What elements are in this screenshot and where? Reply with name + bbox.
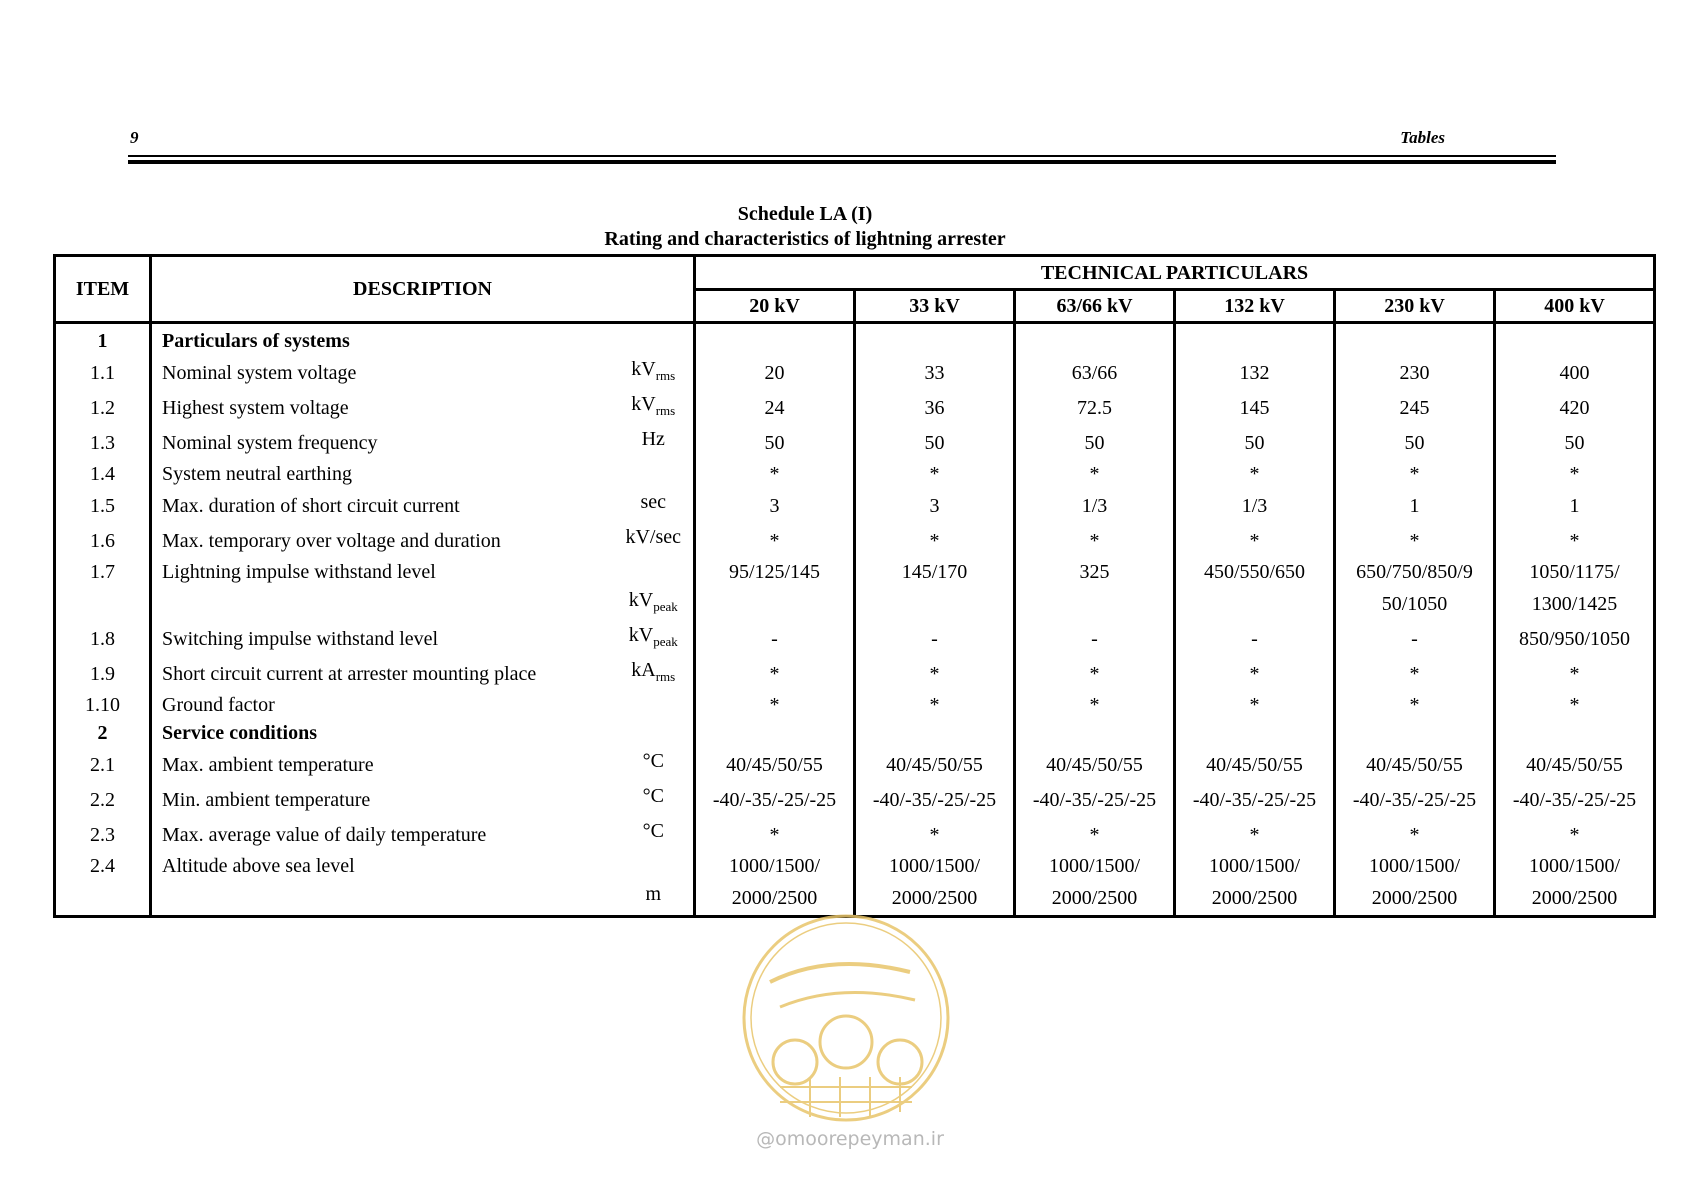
value-cell: 50/1050 <box>1335 586 1495 621</box>
value-cell: * <box>855 691 1015 719</box>
voltage-column-header: 230 kV <box>1335 290 1495 323</box>
unit-cell <box>614 488 695 523</box>
value-cell: - <box>1015 621 1175 656</box>
item-header: ITEM <box>55 256 151 323</box>
value-cell: * <box>1015 817 1175 852</box>
description-cell: Max. average value of daily temperature <box>162 823 487 846</box>
value-cell: * <box>1335 691 1495 719</box>
value-cell: 3 <box>855 488 1015 523</box>
unit-cell <box>614 747 695 782</box>
value-cell: 3 <box>695 488 855 523</box>
unit-cell <box>614 460 695 488</box>
value-cell: * <box>1015 523 1175 558</box>
description-cell: Lightning impulse withstand level <box>162 561 436 583</box>
value-cell: * <box>1175 656 1335 691</box>
value-cell: * <box>695 817 855 852</box>
value-cell: 1000/1500/ <box>1335 852 1495 880</box>
description-cell: Ground factor <box>162 694 275 716</box>
value-cell: 2000/2500 <box>1015 880 1175 917</box>
voltage-column-header: 20 kV <box>695 290 855 323</box>
table-row <box>55 817 1655 852</box>
description-cell: Max. duration of short circuit current <box>162 494 460 517</box>
unit-cell <box>614 586 695 621</box>
value-cell: 145 <box>1175 390 1335 425</box>
value-cell: * <box>1495 817 1655 852</box>
description-cell: System neutral earthing <box>162 463 352 485</box>
unit-text: kA <box>631 659 656 681</box>
value-cell: * <box>855 523 1015 558</box>
item-number: 1.7 <box>55 558 151 586</box>
value-cell <box>1015 323 1175 356</box>
value-cell: * <box>1175 460 1335 488</box>
value-cell: 20 <box>695 355 855 390</box>
value-cell <box>695 719 855 747</box>
unit-text: sec <box>640 491 667 513</box>
unit-text: °C <box>642 785 664 807</box>
description-cell <box>151 880 614 917</box>
voltage-column-header: 63/66 kV <box>1015 290 1175 323</box>
table-row <box>55 390 1655 425</box>
description-cell: Max. temporary over voltage and duration <box>162 529 501 552</box>
description-cell: Service conditions <box>162 722 317 744</box>
table-row <box>55 852 1655 880</box>
item-number: 1.3 <box>55 425 151 460</box>
value-cell <box>1175 586 1335 621</box>
value-cell: 650/750/850/9 <box>1335 558 1495 586</box>
unit-cell <box>614 390 695 425</box>
unit-subscript: peak <box>653 634 678 649</box>
description-cell <box>151 586 614 621</box>
item-number: 1.6 <box>55 523 151 558</box>
unit-text: Hz <box>641 428 665 450</box>
table-row <box>55 691 1655 719</box>
value-cell: * <box>695 691 855 719</box>
value-cell: -40/-35/-25/-25 <box>855 782 1015 817</box>
value-cell <box>855 586 1015 621</box>
table-row <box>55 355 1655 390</box>
value-cell: 63/66 <box>1015 355 1175 390</box>
item-number <box>55 586 151 621</box>
value-cell: 230 <box>1335 355 1495 390</box>
value-cell: * <box>1495 656 1655 691</box>
description-cell: Max. ambient temperature <box>162 753 374 776</box>
unit-subscript: peak <box>653 599 678 614</box>
value-cell: 36 <box>855 390 1015 425</box>
schedule-subtitle: Rating and characteristics of lightning arrester <box>604 228 1006 250</box>
unit-text: kV <box>628 624 654 646</box>
unit-cell <box>614 656 695 691</box>
value-cell: 420 <box>1495 390 1655 425</box>
value-cell: 1 <box>1335 488 1495 523</box>
item-number: 1.5 <box>55 488 151 523</box>
unit-cell <box>614 719 695 747</box>
value-cell: -40/-35/-25/-25 <box>1335 782 1495 817</box>
value-cell: * <box>695 460 855 488</box>
table-row <box>55 425 1655 460</box>
value-cell: 1050/1175/ <box>1495 558 1655 586</box>
table-row <box>55 323 1655 356</box>
value-cell: 50 <box>1495 425 1655 460</box>
unit-subscript: rms <box>655 669 676 684</box>
value-cell: 450/550/650 <box>1175 558 1335 586</box>
value-cell <box>695 586 855 621</box>
unit-subscript: rms <box>655 368 676 383</box>
value-cell: 24 <box>695 390 855 425</box>
voltage-column-header: 400 kV <box>1495 290 1655 323</box>
value-cell: 50 <box>695 425 855 460</box>
value-cell <box>1495 323 1655 356</box>
value-cell <box>1335 719 1495 747</box>
value-cell <box>695 323 855 356</box>
unit-cell <box>614 558 695 586</box>
value-cell: 2000/2500 <box>855 880 1015 917</box>
value-cell: 50 <box>1015 425 1175 460</box>
unit-cell <box>614 355 695 390</box>
value-cell: * <box>1335 460 1495 488</box>
description-cell: Nominal system frequency <box>162 431 378 454</box>
value-cell: 40/45/50/55 <box>1175 747 1335 782</box>
value-cell: - <box>1175 621 1335 656</box>
value-cell: * <box>1175 691 1335 719</box>
item-number: 1.1 <box>55 355 151 390</box>
item-number <box>55 880 151 917</box>
value-cell: 1 <box>1495 488 1655 523</box>
value-cell: * <box>1495 691 1655 719</box>
value-cell: 40/45/50/55 <box>1015 747 1175 782</box>
item-number: 1.10 <box>55 691 151 719</box>
unit-cell <box>614 425 695 460</box>
value-cell: 850/950/1050 <box>1495 621 1655 656</box>
value-cell: 400 <box>1495 355 1655 390</box>
value-cell <box>1015 719 1175 747</box>
description-cell: Particulars of systems <box>162 330 350 352</box>
value-cell: 2000/2500 <box>1335 880 1495 917</box>
value-cell: -40/-35/-25/-25 <box>1175 782 1335 817</box>
value-cell: -40/-35/-25/-25 <box>1495 782 1655 817</box>
value-cell <box>1015 586 1175 621</box>
value-cell: - <box>1335 621 1495 656</box>
item-number: 2 <box>55 719 151 747</box>
item-number: 2.4 <box>55 852 151 880</box>
item-number: 2.2 <box>55 782 151 817</box>
value-cell: -40/-35/-25/-25 <box>695 782 855 817</box>
value-cell: 1000/1500/ <box>1015 852 1175 880</box>
item-number: 2.1 <box>55 747 151 782</box>
value-cell: 1300/1425 <box>1495 586 1655 621</box>
watermark-site: @omoorepeyman.ir <box>756 1128 944 1150</box>
unit-cell <box>614 817 695 852</box>
value-cell <box>1175 719 1335 747</box>
value-cell: 1000/1500/ <box>695 852 855 880</box>
unit-text: °C <box>642 820 664 842</box>
value-cell: * <box>695 656 855 691</box>
value-cell: 2000/2500 <box>695 880 855 917</box>
voltage-column-header: 132 kV <box>1175 290 1335 323</box>
value-cell: * <box>855 656 1015 691</box>
table-row <box>55 656 1655 691</box>
item-number: 1.8 <box>55 621 151 656</box>
value-cell: 1000/1500/ <box>855 852 1015 880</box>
table-row <box>55 719 1655 747</box>
unit-text: kV/sec <box>625 526 682 548</box>
unit-cell <box>614 691 695 719</box>
unit-text: kV <box>631 358 656 380</box>
unit-cell <box>614 323 695 356</box>
value-cell: 132 <box>1175 355 1335 390</box>
section-title: Tables <box>1400 128 1445 147</box>
value-cell: 40/45/50/55 <box>695 747 855 782</box>
unit-cell <box>614 852 695 880</box>
table-row <box>55 488 1655 523</box>
value-cell: - <box>695 621 855 656</box>
value-cell: * <box>1495 460 1655 488</box>
value-cell: * <box>1015 656 1175 691</box>
table-row <box>55 621 1655 656</box>
header-rule-thin <box>128 155 1556 157</box>
value-cell: 50 <box>855 425 1015 460</box>
value-cell: 145/170 <box>855 558 1015 586</box>
value-cell: 95/125/145 <box>695 558 855 586</box>
item-number: 1 <box>55 323 151 356</box>
value-cell: 50 <box>1335 425 1495 460</box>
value-cell: * <box>1175 523 1335 558</box>
unit-text: m <box>645 883 662 905</box>
unit-cell <box>614 880 695 917</box>
table-row <box>55 558 1655 586</box>
table-row <box>55 747 1655 782</box>
value-cell: 325 <box>1015 558 1175 586</box>
item-number: 2.3 <box>55 817 151 852</box>
value-cell <box>1335 323 1495 356</box>
value-cell: * <box>1175 817 1335 852</box>
value-cell: 1000/1500/ <box>1495 852 1655 880</box>
value-cell <box>1175 323 1335 356</box>
value-cell: 40/45/50/55 <box>1335 747 1495 782</box>
value-cell: * <box>1335 656 1495 691</box>
header-rule-thick <box>128 160 1556 164</box>
watermark-logo <box>740 912 952 1124</box>
value-cell: * <box>1015 460 1175 488</box>
value-cell: 50 <box>1175 425 1335 460</box>
unit-text: kV <box>631 393 656 415</box>
value-cell <box>855 719 1015 747</box>
item-number: 1.4 <box>55 460 151 488</box>
description-header: DESCRIPTION <box>151 256 695 323</box>
value-cell: * <box>855 460 1015 488</box>
unit-cell <box>614 782 695 817</box>
value-cell: * <box>1335 817 1495 852</box>
table-row <box>55 523 1655 558</box>
unit-cell <box>614 523 695 558</box>
voltage-column-header: 33 kV <box>855 290 1015 323</box>
value-cell: 72.5 <box>1015 390 1175 425</box>
technical-particulars-header: TECHNICAL PARTICULARS <box>695 256 1655 290</box>
value-cell: * <box>1015 691 1175 719</box>
unit-text: kV <box>628 589 654 611</box>
table-row <box>55 460 1655 488</box>
value-cell: * <box>1335 523 1495 558</box>
description-cell: Switching impulse withstand level <box>162 627 439 650</box>
item-number: 1.9 <box>55 656 151 691</box>
value-cell: - <box>855 621 1015 656</box>
value-cell: 2000/2500 <box>1495 880 1655 917</box>
table-row <box>55 586 1655 621</box>
item-number: 1.2 <box>55 390 151 425</box>
unit-subscript: rms <box>655 403 676 418</box>
rating-table <box>53 254 1656 918</box>
unit-cell <box>614 621 695 656</box>
unit-text: °C <box>642 750 664 772</box>
description-cell: Highest system voltage <box>162 396 349 419</box>
value-cell: -40/-35/-25/-25 <box>1015 782 1175 817</box>
value-cell: 1000/1500/ <box>1175 852 1335 880</box>
page-number: 9 <box>130 128 139 147</box>
description-cell: Min. ambient temperature <box>162 788 371 811</box>
value-cell: 40/45/50/55 <box>855 747 1015 782</box>
value-cell <box>855 323 1015 356</box>
value-cell: 1/3 <box>1175 488 1335 523</box>
value-cell: 245 <box>1335 390 1495 425</box>
value-cell: 40/45/50/55 <box>1495 747 1655 782</box>
description-cell: Altitude above sea level <box>162 855 355 877</box>
value-cell: * <box>1495 523 1655 558</box>
value-cell: * <box>695 523 855 558</box>
schedule-title: Schedule LA (I) <box>737 203 873 225</box>
description-cell: Short circuit current at arrester mounting place <box>162 662 537 685</box>
value-cell: * <box>855 817 1015 852</box>
value-cell: 33 <box>855 355 1015 390</box>
value-cell: 1/3 <box>1015 488 1175 523</box>
table-row <box>55 782 1655 817</box>
description-cell: Nominal system voltage <box>162 361 357 384</box>
value-cell: 2000/2500 <box>1175 880 1335 917</box>
value-cell <box>1495 719 1655 747</box>
